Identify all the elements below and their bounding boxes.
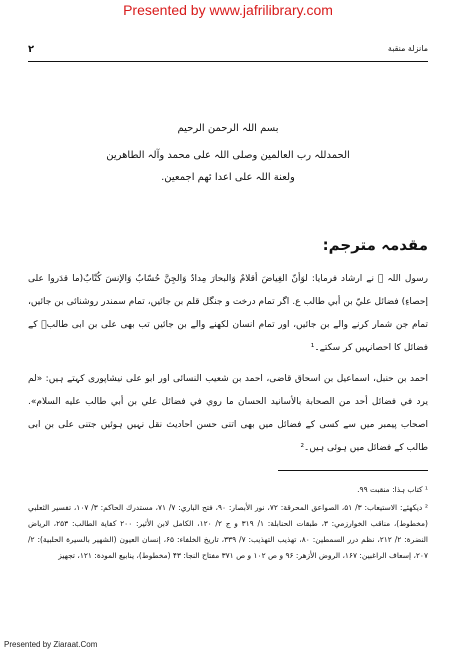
praise-line-2: ولعنة اللہ علی اعدا ئهم اجمعین. bbox=[161, 172, 295, 183]
banner-link[interactable]: Presented by www.jafrilibrary.com bbox=[123, 2, 333, 18]
page-number: ۲ bbox=[28, 44, 35, 55]
footnote: ¹ کتاب ہذا: منقبت ۹۹. bbox=[357, 485, 428, 494]
running-title: مانزلة منقبة bbox=[387, 44, 428, 53]
footnote: ² دیکھئے: الاستیعاب: ۳/ ۵۱، الصواعق المحرقة: ۷۲، نور الأبصار: ۹۰، فتح الباري: ۷/ ۷۱، مستدرك الحاكم: ۳/ ۱۰۷، تفسير الثعلبي (مخطوط)، مناقب الخوارزمي: ۳، طبقات الحنابلة: ۱/ ۳۱۹ و ج ۲/ ۱۲۰، الكامل لابن الأثير: ۲۰۰ كفاية الطالب: ۲۵۳، الرياض النضرة: ۲/ ۲۱۲، نظم درر السمطين: ۸۰، تهذيب التهذيب: ۷/ ۳۳۹، تاريخ الخلفاء: ۶۵، إنسان العيون (الشهير بالسيرة الحلبية): ۲/ ۲۰۷، إسعاف الراغبين: ۱۶۷، الروض الأزهر: ۹۶ و ص ۱۰۲ و ص ۳۷۱ مفتاح النجا: ۴۳ (مخطوط)، ينابيع المودة: ۱۲۱، تجهيز bbox=[28, 503, 428, 560]
footnote-divider bbox=[278, 470, 428, 471]
bismillah: بسم اللہ الرحمن الرحیم bbox=[177, 123, 279, 134]
section-heading: مقدمہ مترجم: bbox=[322, 236, 428, 254]
paragraph: رسول اللہ ﷺ نے ارشاد فرمایا: لوَأنّ الغِياضَ أقلامٌ وَالبحارَ مِدادٌ وَالجِنَّ حُسّابٌ وَالإنسَ كُتّابٌ(ما قدَروا على إحصاءِ) فضائل عليّ بن أبي طالب ع. اگر تمام درخت و جنگل قلم بن جائیں، تمام سمندر روشنائی بن جائیں، تمام جن شمار کرنے والے بن جائیں، اور تمام انسان لکھنے والے بن جائیں تب بھی علی بن ابی طالبؑ کے فضائل کا احصانہیں کر سکتے۔¹ bbox=[28, 274, 428, 353]
header-divider bbox=[28, 61, 428, 62]
credit-link[interactable]: Presented by Ziaraat.Com bbox=[4, 640, 98, 649]
praise-line-1: الحمدللہ رب العالمین وصلی اللہ علی محمد وآلہ الطاهرین bbox=[106, 150, 350, 161]
paragraph: احمد بن حنبل، اسماعیل بن اسحاق قاضی، احمد بن شعیب النسائی اور ابو علی نیشاپوری کہتے ہیں: «لم يرد في فضائل أحد من الصحابة بالأسانيد الحسان ما روي في فضائل علي بن أبي طالب عليه السلام». اصحاب پیمبر میں سے کسی کے فضائل میں بھی اتنی حسن احادیث نقل نہیں ہوئیں جتنی علی بن ابی طالب کے فضائل میں ہوئی ہیں۔² bbox=[28, 374, 428, 453]
page-header bbox=[28, 44, 428, 58]
